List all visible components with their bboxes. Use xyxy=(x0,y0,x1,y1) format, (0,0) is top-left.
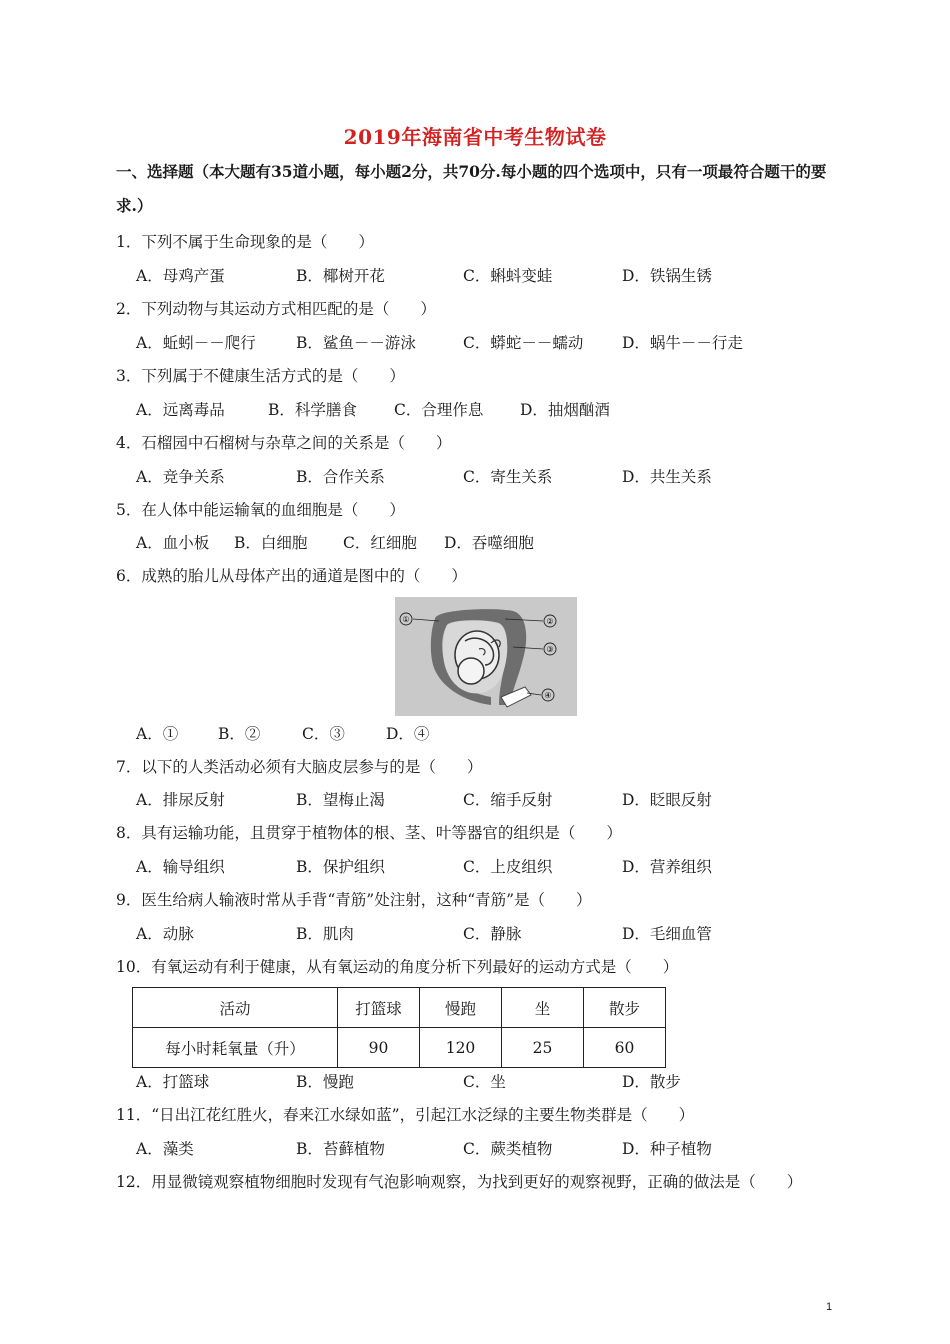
option-c[interactable]: C．静脉 xyxy=(463,925,522,943)
option-b[interactable]: B．白细胞 xyxy=(234,534,308,552)
question-stem: 5．在人体中能运输氧的血细胞是（ ） xyxy=(116,501,405,519)
question-options xyxy=(136,266,836,286)
table-header-cell: 散步 xyxy=(584,988,666,1028)
question-options xyxy=(136,724,836,744)
option-d[interactable]: D．铁锅生锈 xyxy=(622,267,712,285)
table-cell: 90 xyxy=(338,1028,420,1068)
option-c[interactable]: C．蝌蚪变蛙 xyxy=(463,267,553,285)
table-cell: 25 xyxy=(502,1028,584,1068)
table-header-cell: 活动 xyxy=(133,988,338,1028)
option-b[interactable]: B．椰树开花 xyxy=(296,267,385,285)
option-c[interactable]: C．缩手反射 xyxy=(463,791,553,809)
option-a[interactable]: A．打篮球 xyxy=(136,1073,210,1091)
question-options xyxy=(136,1072,836,1092)
question-options xyxy=(136,333,836,353)
option-d[interactable]: D．蜗牛－－行走 xyxy=(622,334,743,352)
option-a[interactable]: A．竞争关系 xyxy=(136,468,225,486)
option-b[interactable]: B．肌肉 xyxy=(296,925,354,943)
option-c[interactable]: C．蟒蛇－－蠕动 xyxy=(463,334,584,352)
question-options xyxy=(136,857,836,877)
option-a[interactable]: A．远离毒品 xyxy=(136,401,225,419)
table-header-cell: 坐 xyxy=(502,988,584,1028)
question-stem: 8．具有运输功能，且贯穿于植物体的根、茎、叶等器官的组织是（ ） xyxy=(116,824,622,842)
table-header-cell: 慢跑 xyxy=(420,988,502,1028)
page-title: 2019年海南省中考生物试卷 xyxy=(343,125,607,149)
question-stem: 6．成熟的胎儿从母体产出的通道是图中的（ ） xyxy=(116,567,467,585)
table-cell: 60 xyxy=(584,1028,666,1068)
option-b[interactable]: B．鲨鱼－－游泳 xyxy=(296,334,416,352)
option-a[interactable]: A．动脉 xyxy=(136,925,194,943)
question-stem: 11．“日出江花红胜火，春来江水绿如蓝”，引起江水泛绿的主要生物类群是（ ） xyxy=(116,1106,695,1124)
question-options xyxy=(136,1139,836,1159)
option-d[interactable]: D．共生关系 xyxy=(622,468,712,486)
table-header-cell: 打篮球 xyxy=(338,988,420,1028)
table-row-label: 每小时耗氧量（升） xyxy=(133,1028,338,1068)
figure-label-2: ② xyxy=(546,617,554,626)
option-b[interactable]: B．科学膳食 xyxy=(268,401,357,419)
question-stem: 2．下列动物与其运动方式相匹配的是（ ） xyxy=(116,300,436,318)
option-a[interactable]: A．排尿反射 xyxy=(136,791,225,809)
option-a[interactable]: A．输导组织 xyxy=(136,858,225,876)
question-stem: 12．用显微镜观察植物细胞时发现有气泡影响观察，为找到更好的观察视野，正确的做法是（ ） xyxy=(116,1173,803,1191)
option-a[interactable]: A．蚯蚓－－爬行 xyxy=(136,334,256,352)
table-cell: 120 xyxy=(420,1028,502,1068)
oxygen-consumption-table xyxy=(132,987,666,1068)
option-b[interactable]: B．望梅止渴 xyxy=(296,791,385,809)
option-c[interactable]: C．红细胞 xyxy=(343,534,417,552)
option-a[interactable]: A．藻类 xyxy=(136,1140,194,1158)
option-a[interactable]: A．母鸡产蛋 xyxy=(136,267,225,285)
option-d[interactable]: D．毛细血管 xyxy=(622,925,712,943)
option-d[interactable]: D．眨眼反射 xyxy=(622,791,712,809)
option-b[interactable]: B．合作关系 xyxy=(296,468,385,486)
option-d[interactable]: D．营养组织 xyxy=(622,858,712,876)
table-row xyxy=(133,1028,666,1068)
figure-label-3: ③ xyxy=(546,645,554,654)
option-d[interactable]: D．散步 xyxy=(622,1073,681,1091)
option-b[interactable]: B．保护组织 xyxy=(296,858,385,876)
option-b[interactable]: B．慢跑 xyxy=(296,1073,354,1091)
table-header-row xyxy=(133,988,666,1028)
question-stem: 10．有氧运动有利于健康，从有氧运动的角度分析下列最好的运动方式是（ ） xyxy=(116,958,679,976)
option-c[interactable]: C．坐 xyxy=(463,1073,506,1091)
question-options xyxy=(136,400,836,420)
option-d[interactable]: D．吞噬细胞 xyxy=(444,534,534,552)
option-d[interactable]: D．④ xyxy=(386,725,430,743)
question-stem: 4．石榴园中石榴树与杂草之间的关系是（ ） xyxy=(116,434,452,452)
option-c[interactable]: C．寄生关系 xyxy=(463,468,553,486)
question-options xyxy=(136,924,836,944)
question-options xyxy=(136,533,836,553)
option-a[interactable]: A．① xyxy=(136,725,179,743)
question-stem: 1．下列不属于生命现象的是（ ） xyxy=(116,233,374,251)
option-a[interactable]: A．血小板 xyxy=(136,534,210,552)
option-c[interactable]: C．③ xyxy=(302,725,345,743)
uterus-diagram xyxy=(395,597,577,716)
option-c[interactable]: C．合理作息 xyxy=(394,401,484,419)
option-d[interactable]: D．抽烟酗酒 xyxy=(520,401,610,419)
section-heading: 一、选择题（本大题有35道小题，每小题2分，共70分.每小题的四个选项中，只有一项最符合题干的要求.） xyxy=(116,162,827,215)
option-c[interactable]: C．上皮组织 xyxy=(463,858,553,876)
page-number: 1 xyxy=(826,1301,833,1313)
question-stem: 3．下列属于不健康生活方式的是（ ） xyxy=(116,367,405,385)
question-stem: 9．医生给病人输液时常从手背“青筋”处注射，这种“青筋”是（ ） xyxy=(116,891,592,909)
figure-label-1: ① xyxy=(402,615,410,624)
question-options xyxy=(136,790,836,810)
option-b[interactable]: B．苔藓植物 xyxy=(296,1140,385,1158)
figure-label-4: ④ xyxy=(544,691,552,700)
option-b[interactable]: B．② xyxy=(218,725,261,743)
question-stem: 7．以下的人类活动必须有大脑皮层参与的是（ ） xyxy=(116,758,483,776)
question-options xyxy=(136,467,836,487)
option-c[interactable]: C．蕨类植物 xyxy=(463,1140,553,1158)
option-d[interactable]: D．种子植物 xyxy=(622,1140,712,1158)
